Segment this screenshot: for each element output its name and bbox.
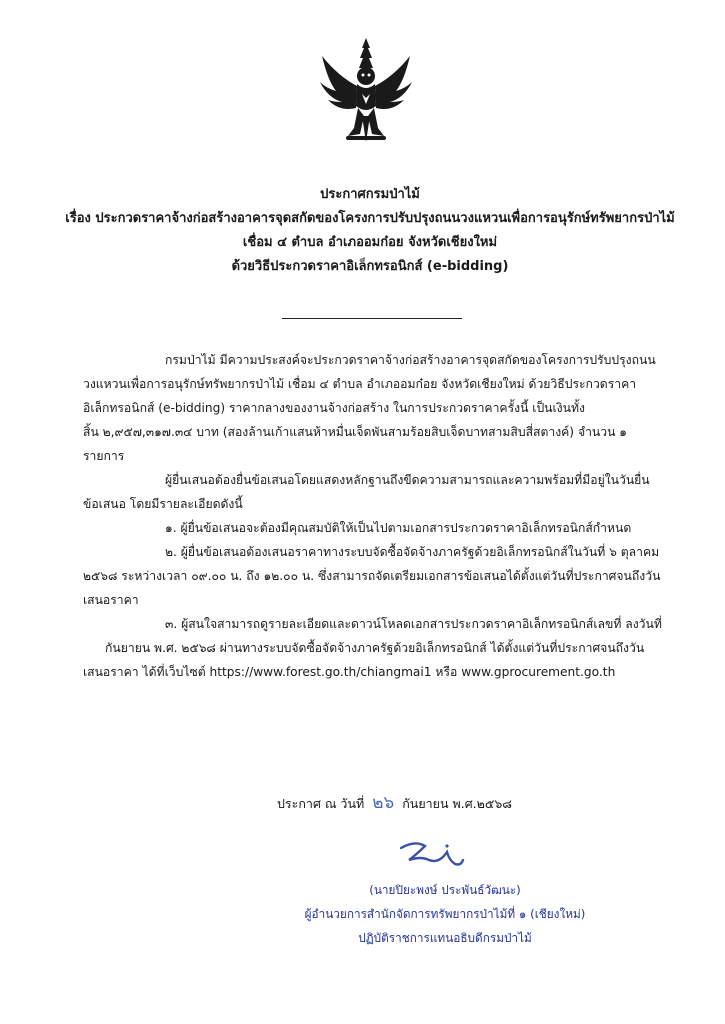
text-line: เสนอราคา ได้ที่เว็บไซต์ https://www.forest.go.th/chiangmai1 หรือ www.gprocurement.go.th [83, 665, 616, 679]
text-line: วงแหวนเพื่อการอนุรักษ์ทรัพยากรป่าไม้ เชื่อม ๔ ตำบล อำเภออมก๋อย จังหวัดเชียงใหม่ ด้วยวิธีประกวดราคา [83, 377, 637, 391]
text-line: ๒. ผู้ยื่นข้อเสนอต้องเสนอราคาทางระบบจัดซื้อจัดจ้างภาครัฐด้วยอิเล็กทรอนิกส์ในวันที่ ๖ ตุลาคม [165, 545, 660, 559]
text-line: สิ้น ๒,๙๕๗,๓๑๗.๓๔ บาท (สองล้านเก้าแสนห้าหมื่นเจ็ดพันสามร้อยสิบเจ็ดบาทสามสิบสี่สตางค์) จำนวน ๑ [83, 425, 628, 439]
text-line: ผู้ยื่นเสนอต้องยื่นข้อเสนอโดยแสดงหลักฐานถึงขีดความสามารถและความพร้อมที่มีอยู่ในวันยื่น [165, 473, 650, 487]
date-stamp: ๒๖ [372, 793, 395, 813]
text-line: ๑. ผู้ยื่นข้อเสนอจะต้องมีคุณสมบัติให้เป็นไปตามเอกสารประกวดราคาอิเล็กทรอนิกส์กำหนด [165, 521, 632, 535]
text-line: ๒๕๖๘ ระหว่างเวลา ๐๙.๐๐ น. ถึง ๑๒.๐๐ น. ซึ่งสามารถจัดเตรียมเอกสารข้อเสนอได้ตั้งแต่วันที่ประกาศจนถึงวัน [83, 569, 661, 583]
list-item-3 [83, 612, 673, 684]
signer-name: (นายปิยะพงษ์ ประพันธ์วัฒนะ) [369, 883, 521, 897]
text-line: รายการ [83, 449, 125, 463]
signer-block [295, 878, 595, 950]
text-line: ข้อเสนอ โดยมีรายละเอียดดังนี้ [83, 497, 243, 511]
list-item-2 [83, 540, 673, 612]
text-line: กันยายน พ.ศ. ๒๕๖๘ ผ่านทางระบบจัดซื้อจัดจ้างภาครัฐด้วยอิเล็กทรอนิกส์ ได้ตั้งแต่วันที่ประกาศจนถึงวัน [105, 641, 645, 655]
text-line: เสนอราคา [83, 593, 139, 607]
signature-icon [395, 838, 465, 874]
announcement-date [277, 789, 512, 816]
signer-position: ผู้อำนวยการสำนักจัดการทรัพยากรป่าไม้ที่ ๑ (เชียงใหม่) [304, 907, 586, 921]
title-divider [282, 318, 462, 319]
text-line: ๓. ผู้สนใจสามารถดูรายละเอียดและดาวน์โหลดเอกสารประกวดราคาอิเล็กทรอนิกส์เลขที่ ลงวันที่ [165, 617, 662, 631]
garuda-emblem-icon [318, 36, 414, 146]
text-line: อิเล็กทรอนิกส์ (e-bidding) ราคากลางของงานจ้างก่อสร้าง ในการประกวดราคาครั้งนี้ เป็นเงินทั้ง [83, 401, 585, 415]
announcement-prefix: ประกาศ ณ วันที่ [277, 796, 365, 811]
list-item-1 [83, 516, 673, 540]
subject-line: เรื่อง ประกวดราคาจ้างก่อสร้างอาคารจุดสกัดของโครงการปรับปรุงถนนวงแหวนเพื่อการอนุรักษ์ทรัพยากรป่าไม้ [65, 211, 675, 226]
document-title [60, 183, 680, 279]
body-text [83, 348, 673, 684]
subject-line: เชื่อม ๔ ตำบล อำเภออมก๋อย จังหวัดเชียงใหม่ [242, 235, 498, 250]
announcement-suffix: กันยายน พ.ศ.๒๕๖๘ [402, 796, 512, 811]
text-line: กรมป่าไม้ มีความประสงค์จะประกวดราคาจ้างก่อสร้างอาคารจุดสกัดของโครงการปรับปรุงถนน [165, 353, 656, 367]
signer-acting: ปฏิบัติราชการแทนอธิบดีกรมป่าไม้ [358, 931, 532, 945]
paragraph-requirements [83, 468, 673, 516]
subject-line: ด้วยวิธีประกวดราคาอิเล็กทรอนิกส์ (e-bidding) [231, 259, 509, 274]
paragraph-intro [83, 348, 673, 468]
agency-heading: ประกาศกรมป่าไม้ [320, 187, 420, 202]
